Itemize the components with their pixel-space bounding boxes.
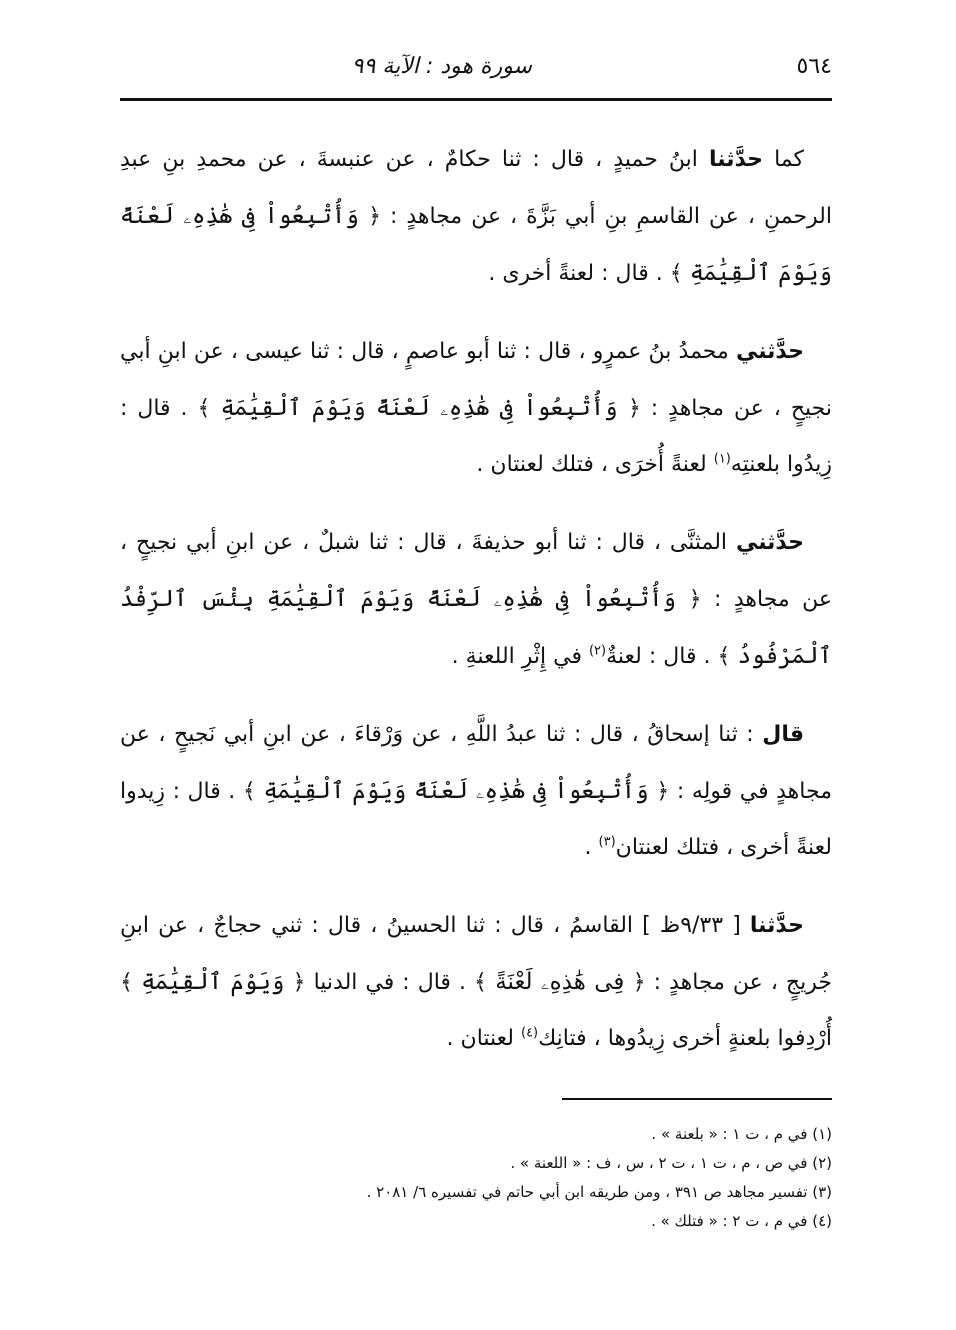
text-run: . قال : لعنةٌ — [606, 644, 718, 669]
text-run: . قال : في الدنيا — [305, 970, 474, 995]
quran-quote: وَأُتْبِعُواْ فِى هَٰذِهِۦ لَعْنَةً وَيَوْمَ ٱلْقِيَٰمَةِ بِئْسَ ٱلرِّفْدُ ٱلْمَرْفُودُ — [120, 586, 832, 669]
footnote: (٣) تفسير مجاهد ص ٣٩١ ، ومن طريقه ابن أبي حاتم في تفسيره ٦/ ٢٠٨١ . — [366, 1183, 832, 1201]
text-run: أُرْدِفوا بلعنةٍ أخرى زِيدُوها ، فتانِك — [538, 1026, 832, 1051]
header-rule — [120, 98, 832, 101]
text-run: . — [584, 835, 599, 860]
text-run: في إِثْرِ اللعنةِ . — [451, 644, 589, 669]
footnote-ref: (١) — [713, 451, 731, 467]
quran-quote: وَيَوْمَ ٱلْقِيَٰمَةِ — [132, 969, 293, 995]
footnote-ref: (٣) — [598, 834, 616, 850]
text-run: المثنَّى ، قال : ثنا أبو حذيفةَ ، قال : ثنا شبلٌ ، عن ابنِ أبي نجيحٍ ، عن مجاهدٍ : — [120, 530, 832, 612]
footnote: (١) في م ، ت ١ : « بلعنة » . — [651, 1125, 832, 1143]
paragraph — [120, 324, 832, 493]
quran-bracket: ﴿ — [368, 204, 381, 229]
footnote-separator — [562, 1098, 832, 1100]
text-run: . قال : لعنةً أخرى . — [488, 261, 670, 286]
paragraph — [120, 707, 832, 876]
paragraph — [120, 898, 832, 1067]
text-run: لعنتان . — [446, 1026, 521, 1051]
quran-bracket: ﴿ — [292, 970, 306, 995]
footnote-ref: (٤) — [520, 1025, 539, 1041]
text-run: . قال : زِيدُوا بلعنتِه — [120, 396, 832, 477]
quran-bracket: ﴾ — [120, 970, 133, 995]
footnotes — [120, 1120, 832, 1236]
quran-quote: فِى هَٰذِهِۦ لَعْنَةً — [486, 969, 633, 995]
narration-keyword: حدَّثني — [735, 339, 804, 364]
quran-quote: وَأُتْبِعُواْ فِى هَٰذِهِۦ لَعْنَةً وَيَوْمَ ٱلْقِيَٰمَةِ — [120, 203, 832, 286]
narration-keyword: حدَّثنا — [708, 147, 764, 172]
quran-quote: وَأُتْبِعُواْ فِى هَٰذِهِۦ لَعْنَةً وَيَوْمَ ٱلْقِيَٰمَةِ — [210, 395, 628, 421]
narration-keyword: قال — [762, 722, 804, 747]
quran-bracket: ﴿ — [632, 970, 646, 995]
quran-bracket: ﴾ — [242, 779, 256, 804]
paragraph — [120, 132, 832, 302]
text-run: لعنةً أُخرَى ، فتلك لعنتان . — [476, 452, 714, 477]
text-run: . قال : زِيدوا لعنةً أخرى ، فتلك لعنتان — [120, 779, 832, 860]
running-title: سورة هود : الآية ٩٩ — [351, 54, 532, 79]
main-text — [120, 132, 832, 1089]
text-run: محمدُ بنُ عمرٍو ، قال : ثنا أبو عاصمٍ ، قال : ثنا عيسى ، عن ابنِ أبي نجيحٍ ، عن مجاهدٍ : — [120, 339, 832, 421]
text-run: كما — [763, 147, 804, 172]
quran-bracket: ﴾ — [473, 970, 487, 995]
text-run: ابنُ حميدٍ ، قال : ثنا حكامٌ ، عن عنبسةَ ، عن محمدِ بنِ عبدِ الرحمنِ ، عن القاسمِ بنِ أبي بَزَّةَ ، عن مجاهدٍ : — [120, 147, 832, 229]
narration-keyword: حدَّثني — [735, 530, 804, 555]
page-number: ٥٦٤ — [796, 54, 832, 79]
page-header — [120, 48, 832, 94]
paragraph — [120, 515, 832, 685]
footnote-ref: (٢) — [588, 643, 607, 659]
footnote: (٤) في م ، ت ٢ : « فتلك » . — [651, 1212, 832, 1230]
quran-bracket: ﴿ — [627, 396, 641, 421]
narration-keyword: حدَّثنا — [749, 913, 804, 938]
quran-bracket: ﴿ — [688, 587, 702, 612]
footnote: (٢) في ص ، م ، ت ١ ، ت ٢ ، س ، ف : « اللعنة » . — [510, 1154, 832, 1172]
quran-bracket: ﴾ — [197, 396, 211, 421]
text-run: : ثنا إسحاقُ ، قال : ثنا عبدُ اللَّهِ ، عن وَرْقاءَ ، عن ابنِ أبي نَجيحٍ ، عن مجاهدٍ في قولِه : — [120, 722, 832, 804]
quran-bracket: ﴾ — [717, 644, 731, 669]
quran-bracket: ﴿ — [656, 779, 670, 804]
quran-bracket: ﴾ — [669, 261, 683, 286]
text-run: [ ٩/٣٣ظ ] القاسمُ ، قال : ثنا الحسينُ ، قال : ثني حجاجٌ ، عن ابنِ جُريجٍ ، عن مجاهدٍ : — [120, 913, 832, 995]
quran-quote: وَأُتْبِعُواْ فِى هَٰذِهِۦ لَعْنَةً وَيَوْمَ ٱلْقِيَٰمَةِ — [255, 778, 657, 804]
